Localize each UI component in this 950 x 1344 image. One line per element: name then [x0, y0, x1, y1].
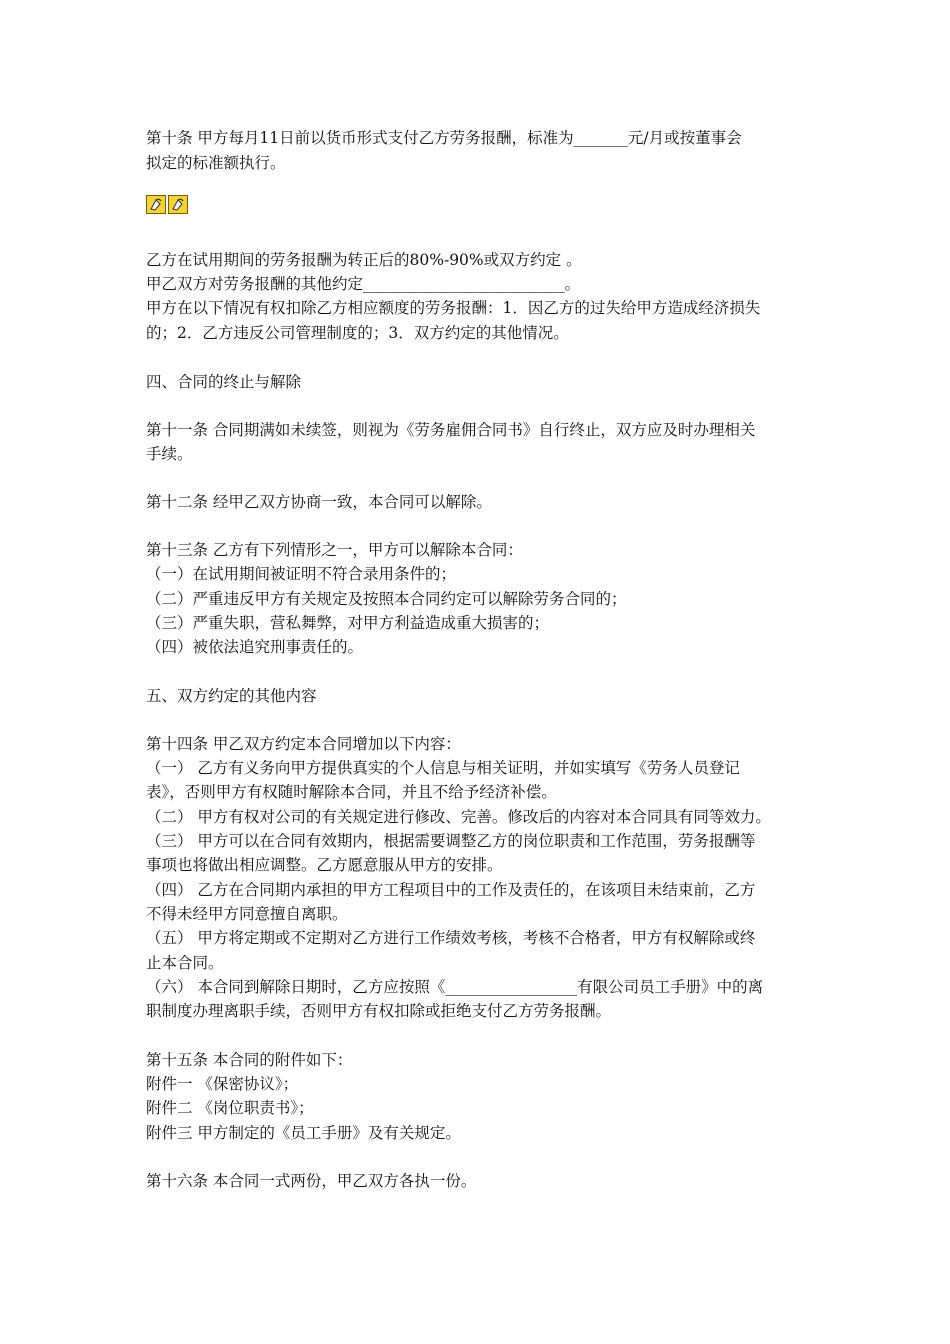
section-heading: 四、合同的终止与解除 — [146, 373, 302, 391]
text-line: 止本合同。 — [146, 954, 224, 972]
list-item: 附件一 《保密协议》； — [146, 1075, 299, 1093]
text-line: 第十五条 本合同的附件如下： — [146, 1051, 353, 1069]
list-item: （四） 乙方在合同期内承担的甲方工程项目中的工作及责任的，在该项目未结束前，乙方 — [146, 881, 756, 899]
text-line: 第十二条 经甲乙双方协商一致，本合同可以解除。 — [146, 493, 492, 511]
text-line: 第十四条 甲乙双方约定本合同增加以下内容： — [146, 735, 461, 753]
list-item: （五） 甲方将定期或不定期对乙方进行工作绩效考核，考核不合格者，甲方有权解除或终 — [146, 929, 756, 947]
text-line: 事项也将做出相应调整。乙方愿意服从甲方的安排。 — [146, 856, 503, 874]
text-line: 乙方在试用期间的劳务报酬为转正后的80%-90%或双方约定 。 — [146, 251, 582, 269]
list-item: 附件二 《岗位职责书》； — [146, 1099, 314, 1117]
list-item: 附件三 甲方制定的《员工手册》及有关规定。 — [146, 1124, 461, 1142]
text-line: 的；2．乙方违反公司管理制度的；3．双方约定的其他情况。 — [146, 324, 569, 342]
text-line: 手续。 — [146, 445, 193, 463]
section-heading: 五、双方约定的其他内容 — [146, 687, 317, 705]
list-item: （三） 甲方可以在合同有效期内，根据需要调整乙方的岗位职责和工作范围，劳务报酬等 — [146, 832, 756, 850]
list-item: （一）在试用期间被证明不符合录用条件的； — [146, 565, 457, 583]
text-line: 甲乙双方对劳务报酬的其他约定__________________________。 — [146, 275, 581, 293]
text-line: 甲方在以下情况有权扣除乙方相应额度的劳务报酬：1．因乙方的过失给甲方造成经济损失 — [146, 299, 761, 317]
text-line: 表》，否则甲方有权随时解除本合同，并且不给予经济补偿。 — [146, 783, 557, 801]
embedded-object-icon[interactable] — [168, 195, 188, 214]
embedded-object-icon[interactable] — [146, 195, 166, 214]
text-line: 第十三条 乙方有下列情形之一，甲方可以解除本合同： — [146, 541, 523, 559]
list-item: （二） 甲方有权对公司的有关规定进行修改、完善。修改后的内容对本合同具有同等效力。 — [146, 808, 771, 826]
text-line: 拟定的标准额执行。 — [146, 154, 286, 172]
list-item: （二）严重违反甲方有关规定及按照本合同约定可以解除劳务合同的； — [146, 590, 627, 608]
text-line: 第十条 甲方每月11日前以货币形式支付乙方劳务报酬，标准为_______元/月或按董事会 — [146, 129, 742, 147]
text-line: 不得未经甲方同意擅自离职。 — [146, 905, 348, 923]
text-line: 第十一条 合同期满如未续签，则视为《劳务雇佣合同书》自行终止，双方应及时办理相关 — [146, 421, 756, 439]
list-item: （四）被依法追究刑事责任的。 — [146, 638, 364, 656]
text-line: 职制度办理离职手续，否则甲方有权扣除或拒绝支付乙方劳务报酬。 — [146, 1002, 612, 1020]
list-item: （六） 本合同到解除日期时，乙方应按照《_________________有限公司员工手册》中的离 — [146, 978, 764, 996]
text-line: 第十六条 本合同一式两份，甲乙双方各执一份。 — [146, 1172, 477, 1190]
list-item: （三）严重失职，营私舞弊，对甲方利益造成重大损害的； — [146, 614, 550, 632]
embedded-object-icons — [146, 195, 192, 216]
list-item: （一） 乙方有义务向甲方提供真实的个人信息与相关证明，并如实填写《劳务人员登记 — [146, 759, 740, 777]
